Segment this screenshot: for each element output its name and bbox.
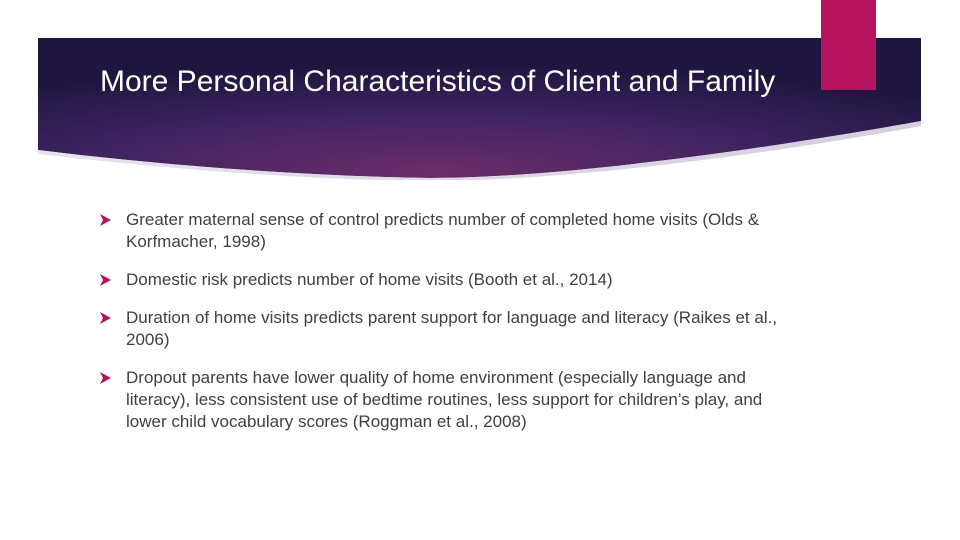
list-item — [100, 269, 780, 291]
arrowhead-icon — [100, 274, 111, 286]
bullet-text: Domestic risk predicts number of home visits (Booth et al., 2014) — [126, 270, 613, 289]
list-item — [100, 209, 780, 253]
bullet-text: Dropout parents have lower quality of home environment (especially language and literacy), less consistent use of bedtime routines, less support for children’s play, and lower child vocabulary scores (Roggman et al., 2008) — [126, 368, 763, 431]
bullet-text: Duration of home visits predicts parent support for language and literacy (Raikes et al., 2006) — [126, 308, 778, 349]
slide-title: More Personal Characteristics of Client and Family — [100, 65, 776, 98]
arrowhead-icon — [100, 214, 111, 226]
list-item — [100, 367, 780, 433]
list-item — [100, 307, 780, 351]
arrowhead-icon — [100, 312, 111, 324]
bullet-list — [100, 209, 780, 449]
bullet-text: Greater maternal sense of control predicts number of completed home visits (Olds & Korfmacher, 1998) — [126, 210, 760, 251]
accent-tab — [821, 0, 876, 90]
arrowhead-icon — [100, 372, 111, 384]
